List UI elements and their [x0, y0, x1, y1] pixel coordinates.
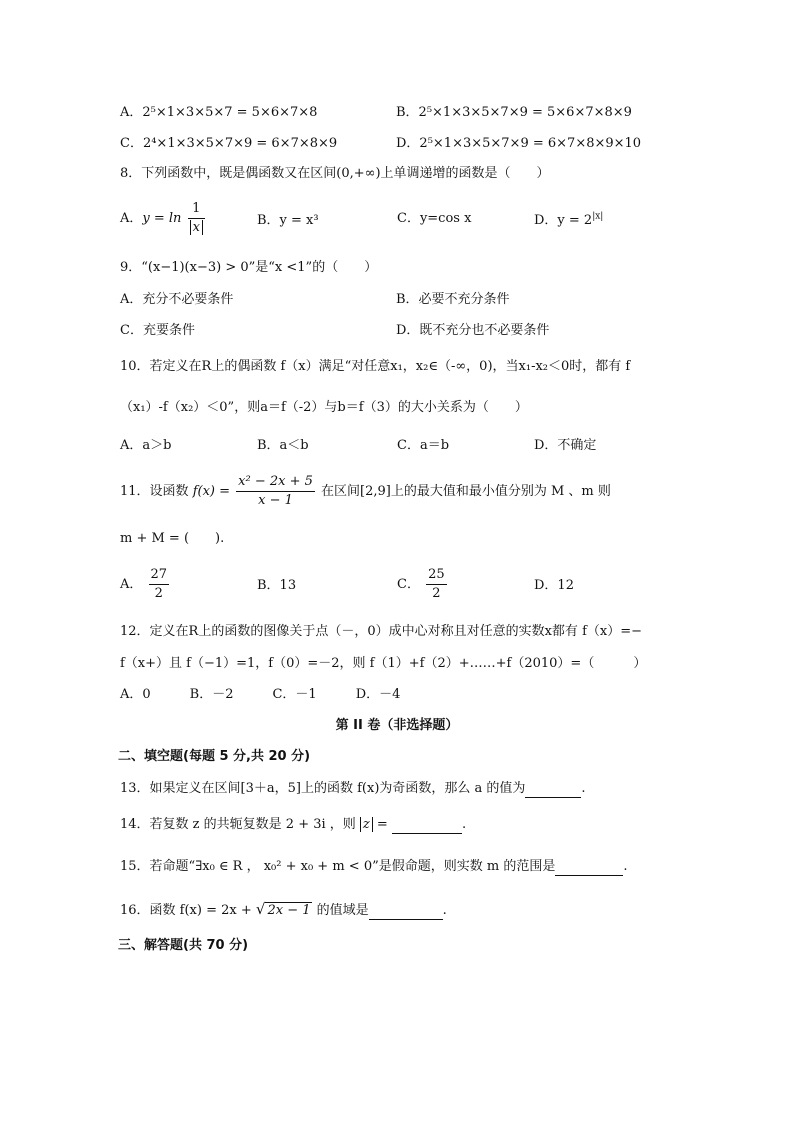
q16-answer-blank[interactable] — [369, 905, 443, 920]
q8-option-a — [120, 200, 207, 237]
section-3-heading: 三、解答题(共 70 分) — [118, 938, 249, 953]
q12-options: A．0 B．－2 C．－1 D．－4 — [120, 687, 401, 702]
q16-end: . — [442, 903, 447, 918]
q13 — [120, 780, 586, 798]
q11-prefix: 11．设函数 — [120, 484, 189, 499]
q13-answer-blank[interactable] — [525, 783, 581, 798]
q14-end: . — [461, 817, 467, 832]
q8-d-exponent: |x| — [592, 211, 604, 222]
q15-answer-blank[interactable] — [555, 861, 623, 876]
q11-c-label: C． — [397, 577, 420, 592]
q14-answer-blank[interactable] — [392, 819, 462, 834]
q16-text: 16．函数 f(x) = 2x + — [120, 903, 252, 918]
q8-option-d — [534, 212, 603, 230]
q11-option-c — [397, 566, 449, 603]
q14-equals: = — [376, 817, 388, 832]
q7-option-b: B．2⁵×1×3×5×7×9 = 5×6×7×8×9 — [396, 105, 632, 120]
q11-a-label: A． — [120, 577, 143, 592]
q10-option-a: A．a＞b — [120, 438, 172, 453]
q11-suffix: 在区间[2,9]上的最大值和最小值分别为 M 、m 则 — [321, 484, 611, 499]
q11-option-d: D．12 — [534, 578, 574, 593]
q11-a-fraction — [149, 566, 170, 603]
q9-option-a: A．充分不必要条件 — [120, 292, 234, 307]
q8-option-c: C．y=cos x — [397, 211, 472, 226]
q13-text: 13．如果定义在区间[3＋a，5]上的函数 f(x)为奇函数，那么 a 的值为 — [120, 781, 526, 796]
q11-c-denominator: 2 — [432, 586, 441, 601]
q15-text: 15．若命题“∃x₀ ∈ R ， x₀² + x₀ + m < 0”是假命题，则实数 m 的范围是 — [120, 859, 556, 874]
q10-option-d: D．不确定 — [534, 438, 597, 453]
q8-option-b: B．y = x³ — [257, 213, 319, 228]
q11-c-fraction — [426, 566, 447, 603]
q16 — [120, 900, 447, 920]
q9-stem: 9．“(x−1)(x−3) > 0”是“x <1”的（ ） — [120, 260, 378, 275]
q8-a-lhs: y = ln — [142, 211, 182, 226]
sqrt-icon: √ — [255, 900, 266, 918]
q11-a-numerator: 27 — [149, 566, 170, 585]
q11-option-b: B．13 — [257, 578, 297, 593]
q12-line-2: f（x+）且 f（−1）=1，f（0）=－2，则 f（1）+f（2）+……+f（2010）=（ ） — [120, 656, 647, 671]
q10-line-2: （x₁）-f（x₂）＜0”，则a＝f（-2）与b＝f（3）的大小关系为（ ） — [120, 400, 528, 415]
q9-option-d: D．既不充分也不必要条件 — [396, 323, 550, 338]
q14-text: 14．若复数 z 的共轭复数是 2 + 3i ，则 — [120, 817, 356, 832]
q7-option-d: D．2⁵×1×3×5×7×9 = 6×7×8×9×10 — [396, 136, 642, 151]
q8-a-fraction — [188, 200, 205, 237]
q14 — [120, 816, 466, 834]
part-2-title: 第 II 卷（非选择题） — [335, 718, 459, 733]
q11-fraction — [236, 473, 315, 510]
q12-line-1: 12．定义在R上的函数的图像关于点（－，0）成中心对称且对任意的实数x都有 f（x）=− — [120, 624, 642, 639]
q11-line-2: m + M = ( ). — [120, 531, 225, 546]
q11-numerator: x² − 2x + 5 — [236, 473, 315, 492]
q8-d-label: D．y = 2 — [534, 213, 593, 228]
q11-stem — [120, 473, 611, 510]
q8-a-label: A． — [120, 211, 143, 226]
q8-a-numerator: 1 — [188, 200, 205, 219]
q10-option-c: C．a＝b — [397, 438, 450, 453]
q7-option-c: C．2⁴×1×3×5×7×9 = 6×7×8×9 — [120, 136, 338, 151]
q8-stem: 8．下列函数中，既是偶函数又在区间(0,+∞)上单调递增的函数是（ ） — [120, 166, 550, 181]
q14-abs-z: z — [360, 817, 373, 832]
q8-a-denominator: x — [188, 219, 205, 237]
q10-option-b: B．a＜b — [257, 438, 309, 453]
q13-end: . — [581, 781, 586, 796]
q11-option-a — [120, 566, 171, 603]
q10-line-1: 10．若定义在R上的偶函数 f（x）满足“对任意x₁，x₂∈（-∞，0)，当x₁-x₂＜0时，都有 f — [120, 359, 631, 374]
q15 — [120, 858, 627, 876]
q7-option-a: A．2⁵×1×3×5×7 = 5×6×7×8 — [120, 105, 318, 120]
q11-a-denominator: 2 — [154, 586, 163, 601]
q15-end: . — [623, 859, 628, 874]
q11-fx: f(x) = — [192, 484, 230, 499]
q11-c-numerator: 25 — [426, 566, 447, 585]
q11-denominator: x − 1 — [258, 493, 293, 508]
q16-radicand: 2x − 1 — [267, 903, 311, 918]
section-2-heading: 二、填空题(每题 5 分,共 20 分) — [118, 749, 311, 764]
q9-option-b: B．必要不充分条件 — [396, 292, 510, 307]
q16-suffix: 的值域是 — [316, 903, 369, 918]
q9-option-c: C．充要条件 — [120, 323, 195, 338]
